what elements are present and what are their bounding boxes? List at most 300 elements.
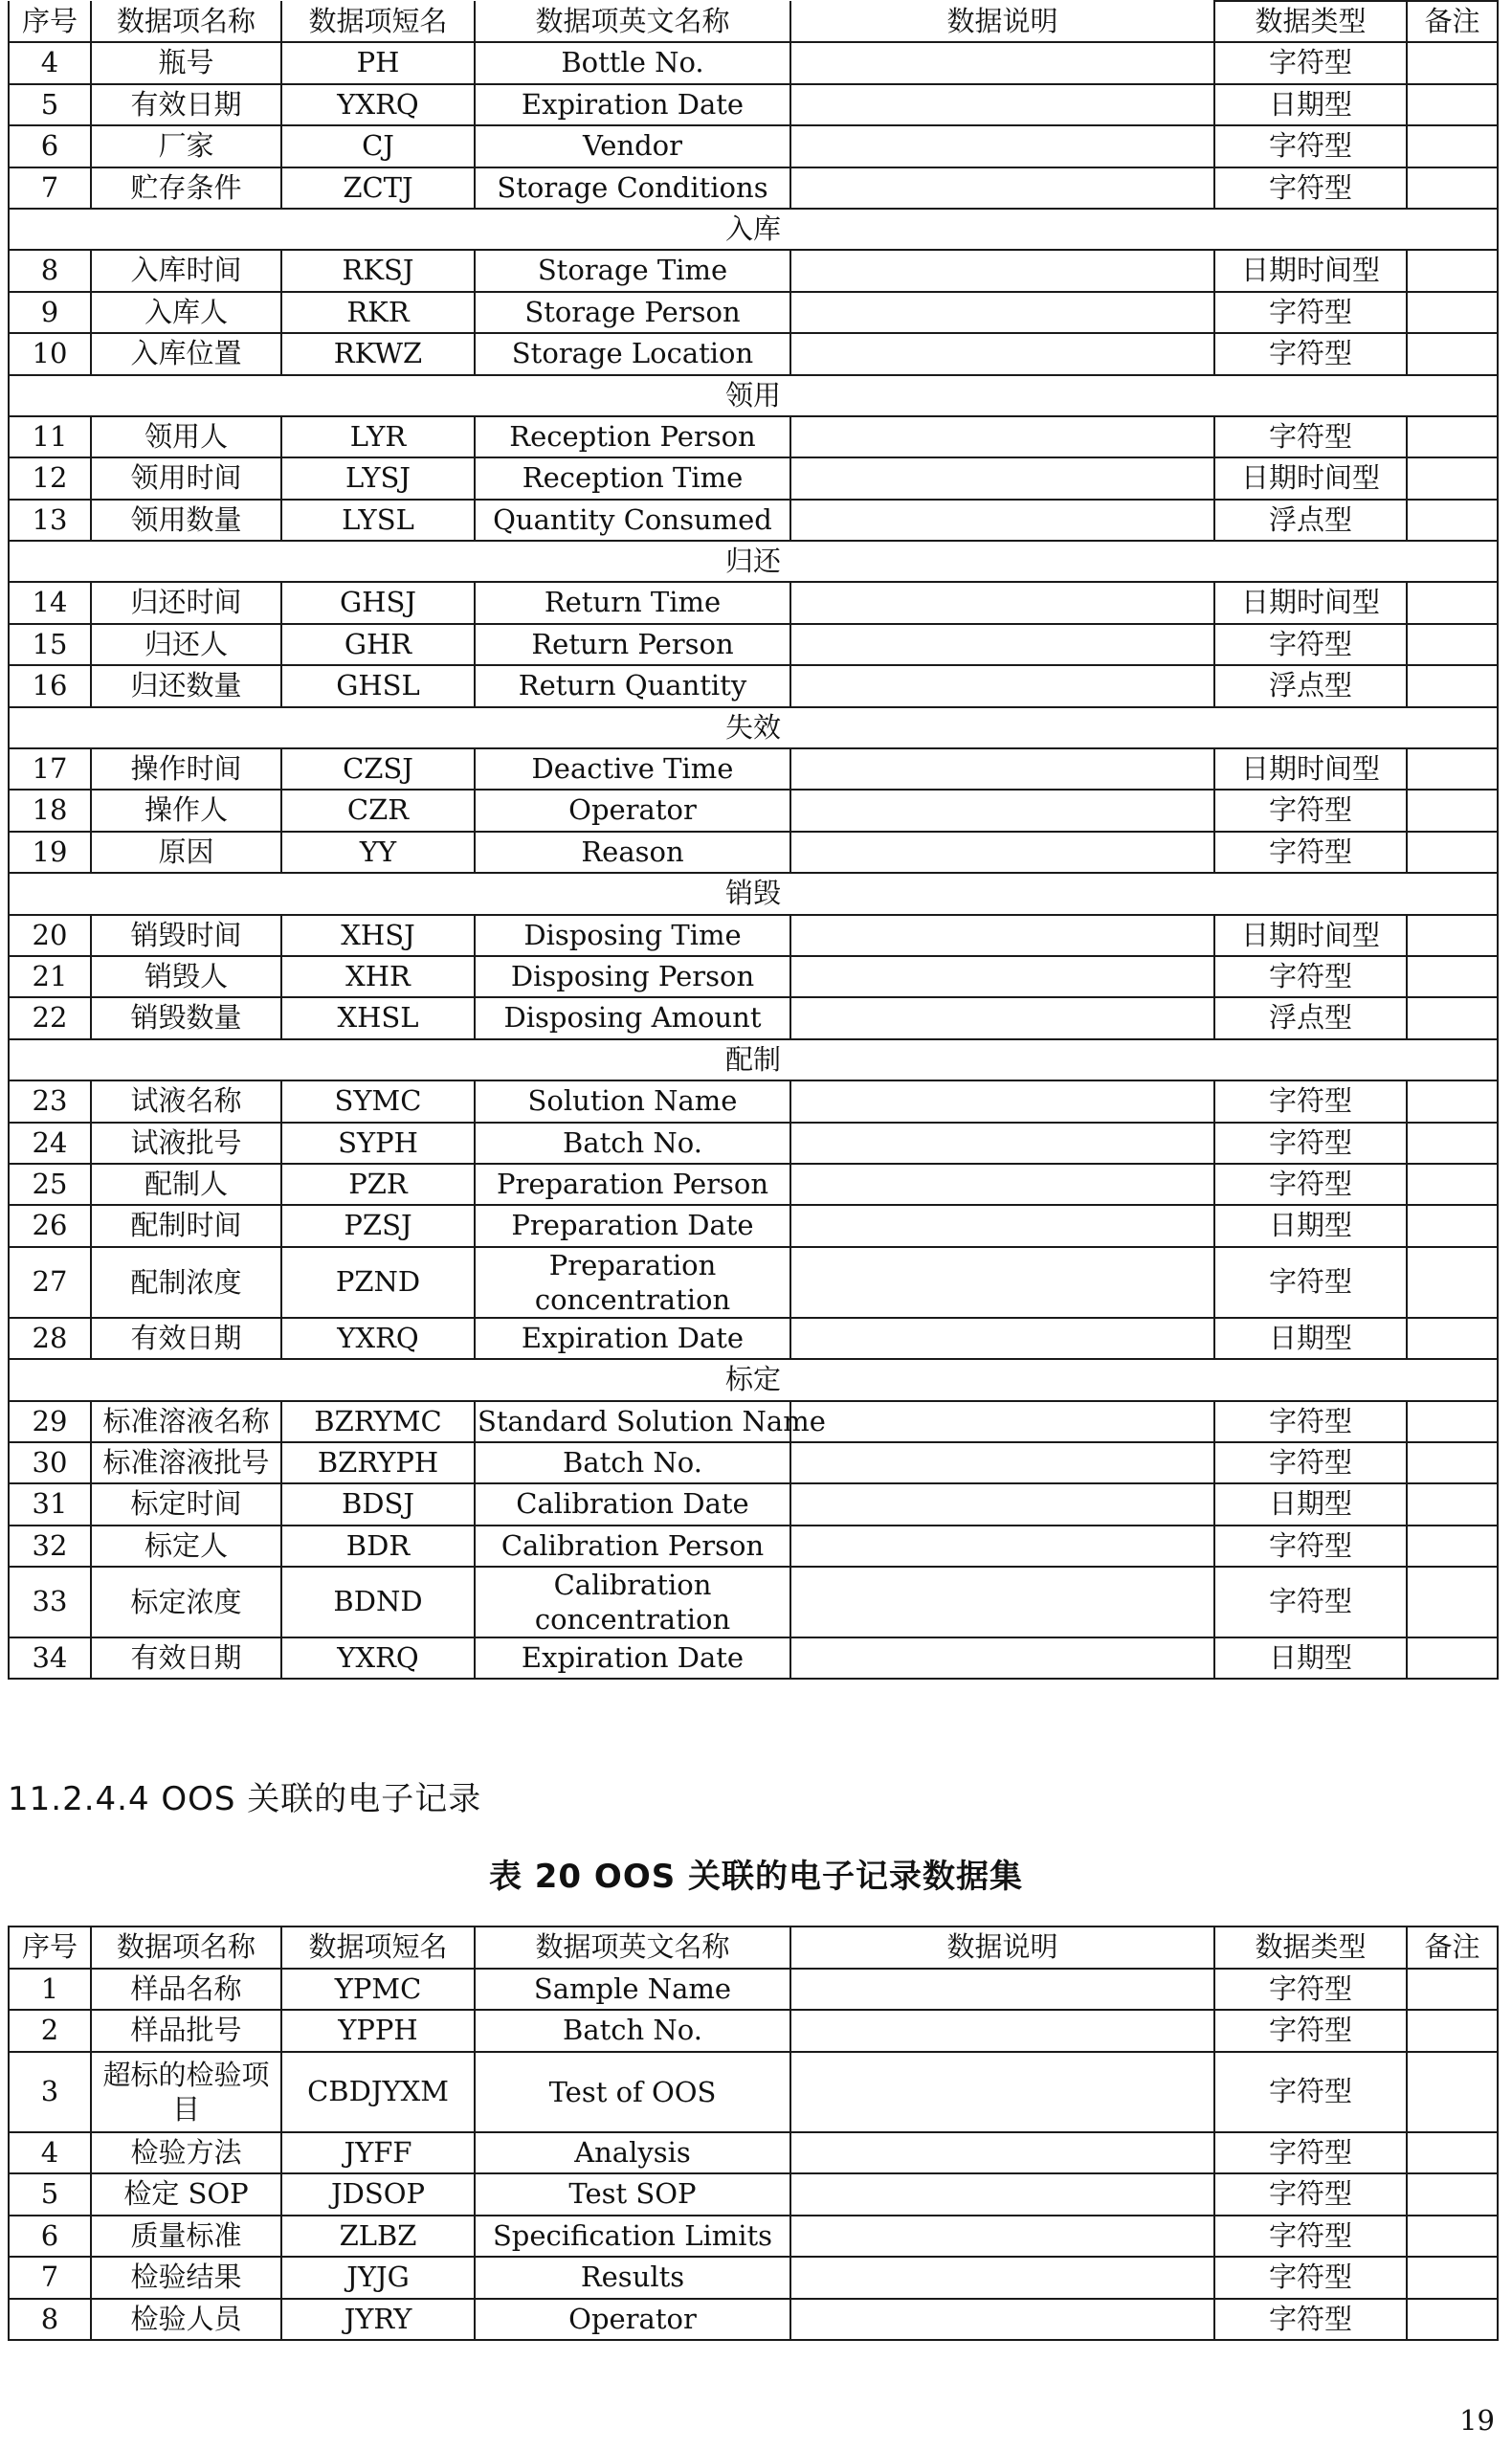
item-name: 入库人: [91, 292, 281, 333]
table-row: [9, 1247, 1498, 1318]
english-name: Preparation Person: [475, 1164, 790, 1205]
row-number: 7: [9, 2257, 91, 2299]
description: [790, 1123, 1214, 1164]
header-cell: 备注: [1407, 1, 1498, 42]
short-name: JYJG: [281, 2257, 475, 2299]
description: [790, 997, 1214, 1038]
english-name: Storage Person: [475, 292, 790, 333]
description: [790, 2257, 1214, 2299]
remark: [1407, 42, 1498, 83]
item-name: 标准溶液批号: [91, 1442, 281, 1483]
section-label: 入库: [9, 209, 1498, 250]
table-row: [9, 2052, 1498, 2132]
section-row: [9, 375, 1498, 416]
data-type: 日期时间型: [1214, 582, 1407, 623]
english-name: Preparation concentration: [475, 1247, 790, 1318]
section-heading: 11.2.4.4 OOS 关联的电子记录: [8, 1780, 482, 1818]
header-cell: 数据项短名: [281, 1, 475, 42]
header-cell: 数据说明: [790, 1927, 1214, 1969]
remark: [1407, 2216, 1498, 2258]
data-type: 字符型: [1214, 1401, 1407, 1442]
data-type: 字符型: [1214, 1969, 1407, 2011]
item-name: 操作时间: [91, 748, 281, 790]
data-item-table-continued: [8, 0, 1499, 1680]
description: [790, 2052, 1214, 2132]
header-cell: 数据说明: [790, 1, 1214, 42]
remark: [1407, 1969, 1498, 2011]
english-name: Storage Time: [475, 250, 790, 291]
short-name: LYSL: [281, 500, 475, 541]
description: [790, 457, 1214, 499]
remark: [1407, 2173, 1498, 2216]
item-name: 标定时间: [91, 1483, 281, 1525]
remark: [1407, 624, 1498, 665]
section-row: [9, 1359, 1498, 1400]
table-row: [9, 250, 1498, 291]
data-type: 字符型: [1214, 832, 1407, 873]
data-type: 浮点型: [1214, 997, 1407, 1038]
item-name: 检验方法: [91, 2132, 281, 2174]
item-name: 标定人: [91, 1526, 281, 1567]
remark: [1407, 1123, 1498, 1164]
english-name: Operator: [475, 2299, 790, 2341]
short-name: BDND: [281, 1567, 475, 1637]
remark: [1407, 1401, 1498, 1442]
remark: [1407, 2052, 1498, 2132]
description: [790, 84, 1214, 125]
item-name: 贮存条件: [91, 167, 281, 209]
english-name: Disposing Amount: [475, 997, 790, 1038]
row-number: 16: [9, 665, 91, 706]
short-name: BDR: [281, 1526, 475, 1567]
item-name: 检定 SOP: [91, 2173, 281, 2216]
data-type: 字符型: [1214, 624, 1407, 665]
short-name: BDSJ: [281, 1483, 475, 1525]
description: [790, 292, 1214, 333]
item-name: 瓶号: [91, 42, 281, 83]
data-type: 字符型: [1214, 1442, 1407, 1483]
row-number: 19: [9, 832, 91, 873]
remark: [1407, 956, 1498, 997]
data-type: 字符型: [1214, 1164, 1407, 1205]
row-number: 23: [9, 1080, 91, 1122]
table-row: [9, 2173, 1498, 2216]
short-name: YPMC: [281, 1969, 475, 2011]
english-name: Operator: [475, 790, 790, 831]
row-number: 14: [9, 582, 91, 623]
english-name: Solution Name: [475, 1080, 790, 1122]
english-name: Deactive Time: [475, 748, 790, 790]
item-name: 原因: [91, 832, 281, 873]
english-name: Sample Name: [475, 1969, 790, 2011]
table-row: [9, 292, 1498, 333]
remark: [1407, 2299, 1498, 2341]
table-row: [9, 997, 1498, 1038]
description: [790, 665, 1214, 706]
header-cell: 序号: [9, 1, 91, 42]
english-name: Batch No.: [475, 2010, 790, 2052]
header-cell: 数据类型: [1214, 1, 1407, 42]
table-row: [9, 125, 1498, 167]
item-name: 试液批号: [91, 1123, 281, 1164]
item-name: 归还时间: [91, 582, 281, 623]
description: [790, 1164, 1214, 1205]
short-name: PH: [281, 42, 475, 83]
table-row: [9, 333, 1498, 374]
row-number: 15: [9, 624, 91, 665]
english-name: Reception Person: [475, 416, 790, 457]
data-type: 字符型: [1214, 333, 1407, 374]
english-name: Storage Conditions: [475, 167, 790, 209]
row-number: 2: [9, 2010, 91, 2052]
item-name: 入库位置: [91, 333, 281, 374]
short-name: GHSJ: [281, 582, 475, 623]
item-name: 配制时间: [91, 1205, 281, 1246]
row-number: 17: [9, 748, 91, 790]
remark: [1407, 84, 1498, 125]
english-name: Analysis: [475, 2132, 790, 2174]
header-cell: 数据项英文名称: [475, 1, 790, 42]
data-type: 字符型: [1214, 2299, 1407, 2341]
row-number: 4: [9, 42, 91, 83]
item-name: 销毁人: [91, 956, 281, 997]
short-name: PZND: [281, 1247, 475, 1318]
short-name: BZRYMC: [281, 1401, 475, 1442]
short-name: XHSL: [281, 997, 475, 1038]
section-row: [9, 209, 1498, 250]
english-name: Return Person: [475, 624, 790, 665]
item-name: 试液名称: [91, 1080, 281, 1122]
remark: [1407, 665, 1498, 706]
row-number: 28: [9, 1318, 91, 1359]
oos-record-table: [8, 1926, 1499, 2341]
section-row: [9, 707, 1498, 748]
item-name: 操作人: [91, 790, 281, 831]
short-name: YXRQ: [281, 1637, 475, 1679]
item-name: 标定浓度: [91, 1567, 281, 1637]
table-row: [9, 84, 1498, 125]
table-row: [9, 624, 1498, 665]
data-type: 字符型: [1214, 42, 1407, 83]
item-name: 厂家: [91, 125, 281, 167]
row-number: 9: [9, 292, 91, 333]
table-row: [9, 2010, 1498, 2052]
short-name: JDSOP: [281, 2173, 475, 2216]
table-row: [9, 500, 1498, 541]
table-row: [9, 1637, 1498, 1679]
remark: [1407, 2132, 1498, 2174]
header-cell: 数据类型: [1214, 1927, 1407, 1969]
table-row: [9, 790, 1498, 831]
remark: [1407, 997, 1498, 1038]
description: [790, 1637, 1214, 1679]
table-row: [9, 582, 1498, 623]
item-name: 有效日期: [91, 1637, 281, 1679]
item-name: 领用数量: [91, 500, 281, 541]
row-number: 30: [9, 1442, 91, 1483]
item-name: 样品名称: [91, 1969, 281, 2011]
short-name: ZLBZ: [281, 2216, 475, 2258]
data-type: 字符型: [1214, 1526, 1407, 1567]
data-type: 日期时间型: [1214, 915, 1407, 956]
short-name: YY: [281, 832, 475, 873]
item-name: 标准溶液名称: [91, 1401, 281, 1442]
description: [790, 832, 1214, 873]
row-number: 32: [9, 1526, 91, 1567]
english-name: Return Quantity: [475, 665, 790, 706]
table-row: [9, 1205, 1498, 1246]
data-type: 浮点型: [1214, 665, 1407, 706]
data-type: 日期型: [1214, 1205, 1407, 1246]
row-number: 20: [9, 915, 91, 956]
table-header-row: [9, 1927, 1498, 1969]
row-number: 5: [9, 2173, 91, 2216]
table-row: [9, 1567, 1498, 1637]
table-row: [9, 2257, 1498, 2299]
description: [790, 915, 1214, 956]
table-row: [9, 2216, 1498, 2258]
header-cell: 数据项英文名称: [475, 1927, 790, 1969]
remark: [1407, 915, 1498, 956]
remark: [1407, 167, 1498, 209]
table-row: [9, 167, 1498, 209]
row-number: 4: [9, 2132, 91, 2174]
description: [790, 582, 1214, 623]
description: [790, 1526, 1214, 1567]
remark: [1407, 292, 1498, 333]
description: [790, 2132, 1214, 2174]
description: [790, 167, 1214, 209]
remark: [1407, 250, 1498, 291]
remark: [1407, 457, 1498, 499]
remark: [1407, 1567, 1498, 1637]
description: [790, 2299, 1214, 2341]
table-row: [9, 665, 1498, 706]
table-row: [9, 457, 1498, 499]
table-row: [9, 915, 1498, 956]
remark: [1407, 832, 1498, 873]
row-number: 22: [9, 997, 91, 1038]
remark: [1407, 1483, 1498, 1525]
data-type: 字符型: [1214, 292, 1407, 333]
description: [790, 1318, 1214, 1359]
table-row: [9, 1483, 1498, 1525]
data-type: 日期型: [1214, 1637, 1407, 1679]
description: [790, 2216, 1214, 2258]
data-type: 日期型: [1214, 84, 1407, 125]
row-number: 6: [9, 125, 91, 167]
item-name: 归还人: [91, 624, 281, 665]
item-name: 配制人: [91, 1164, 281, 1205]
item-name: 质量标准: [91, 2216, 281, 2258]
section-label: 销毁: [9, 873, 1498, 914]
table-row: [9, 42, 1498, 83]
short-name: RKSJ: [281, 250, 475, 291]
english-name: Calibration concentration: [475, 1567, 790, 1637]
table-row: [9, 832, 1498, 873]
row-number: 3: [9, 2052, 91, 2132]
row-number: 7: [9, 167, 91, 209]
table-row: [9, 956, 1498, 997]
header-cell: 数据项短名: [281, 1927, 475, 1969]
remark: [1407, 1080, 1498, 1122]
item-name: 检验结果: [91, 2257, 281, 2299]
remark: [1407, 2257, 1498, 2299]
remark: [1407, 416, 1498, 457]
table-row: [9, 1526, 1498, 1567]
item-name: 配制浓度: [91, 1247, 281, 1318]
table-row: [9, 1164, 1498, 1205]
data-type: 字符型: [1214, 2132, 1407, 2174]
data-type: 日期时间型: [1214, 457, 1407, 499]
table-row: [9, 1442, 1498, 1483]
short-name: XHR: [281, 956, 475, 997]
item-name: 超标的检验项目: [91, 2052, 281, 2132]
item-name: 入库时间: [91, 250, 281, 291]
short-name: RKWZ: [281, 333, 475, 374]
remark: [1407, 748, 1498, 790]
item-name: 有效日期: [91, 1318, 281, 1359]
short-name: GHSL: [281, 665, 475, 706]
data-type: 字符型: [1214, 790, 1407, 831]
section-label: 标定: [9, 1359, 1498, 1400]
remark: [1407, 500, 1498, 541]
data-type: 字符型: [1214, 2052, 1407, 2132]
description: [790, 2173, 1214, 2216]
data-type: 日期型: [1214, 1318, 1407, 1359]
item-name: 归还数量: [91, 665, 281, 706]
row-number: 27: [9, 1247, 91, 1318]
description: [790, 125, 1214, 167]
row-number: 12: [9, 457, 91, 499]
english-name: Standard Solution Name: [475, 1401, 790, 1442]
short-name: XHSJ: [281, 915, 475, 956]
english-name: Reception Time: [475, 457, 790, 499]
english-name: Disposing Time: [475, 915, 790, 956]
short-name: CJ: [281, 125, 475, 167]
row-number: 31: [9, 1483, 91, 1525]
section-row: [9, 873, 1498, 914]
table-row: [9, 416, 1498, 457]
short-name: JYFF: [281, 2132, 475, 2174]
data-type: 日期型: [1214, 1483, 1407, 1525]
item-name: 领用时间: [91, 457, 281, 499]
section-label: 归还: [9, 541, 1498, 582]
short-name: CZR: [281, 790, 475, 831]
row-number: 13: [9, 500, 91, 541]
english-name: Expiration Date: [475, 84, 790, 125]
table-row: [9, 1401, 1498, 1442]
remark: [1407, 125, 1498, 167]
short-name: PZSJ: [281, 1205, 475, 1246]
description: [790, 1247, 1214, 1318]
remark: [1407, 1637, 1498, 1679]
data-type: 字符型: [1214, 2010, 1407, 2052]
short-name: SYPH: [281, 1123, 475, 1164]
short-name: LYSJ: [281, 457, 475, 499]
english-name: Expiration Date: [475, 1637, 790, 1679]
item-name: 检验人员: [91, 2299, 281, 2341]
short-name: CBDJYXM: [281, 2052, 475, 2132]
remark: [1407, 1442, 1498, 1483]
remark: [1407, 1205, 1498, 1246]
short-name: CZSJ: [281, 748, 475, 790]
row-number: 34: [9, 1637, 91, 1679]
description: [790, 500, 1214, 541]
short-name: ZCTJ: [281, 167, 475, 209]
table-header-row: [9, 1, 1498, 42]
data-type: 字符型: [1214, 1247, 1407, 1318]
row-number: 5: [9, 84, 91, 125]
description: [790, 1080, 1214, 1122]
description: [790, 624, 1214, 665]
row-number: 29: [9, 1401, 91, 1442]
english-name: Calibration Date: [475, 1483, 790, 1525]
section-label: 领用: [9, 375, 1498, 416]
english-name: Batch No.: [475, 1442, 790, 1483]
short-name: SYMC: [281, 1080, 475, 1122]
section-row: [9, 541, 1498, 582]
short-name: YXRQ: [281, 1318, 475, 1359]
description: [790, 748, 1214, 790]
english-name: Calibration Person: [475, 1526, 790, 1567]
english-name: Reason: [475, 832, 790, 873]
row-number: 8: [9, 2299, 91, 2341]
data-type: 字符型: [1214, 2216, 1407, 2258]
data-type: 日期时间型: [1214, 748, 1407, 790]
item-name: 销毁数量: [91, 997, 281, 1038]
section-label: 配制: [9, 1039, 1498, 1080]
row-number: 21: [9, 956, 91, 997]
english-name: Bottle No.: [475, 42, 790, 83]
short-name: PZR: [281, 1164, 475, 1205]
row-number: 18: [9, 790, 91, 831]
table-row: [9, 1080, 1498, 1122]
english-name: Quantity Consumed: [475, 500, 790, 541]
row-number: 33: [9, 1567, 91, 1637]
data-type: 字符型: [1214, 1567, 1407, 1637]
table-row: [9, 2299, 1498, 2341]
data-type: 字符型: [1214, 2257, 1407, 2299]
table-row: [9, 1318, 1498, 1359]
table-row: [9, 2132, 1498, 2174]
row-number: 6: [9, 2216, 91, 2258]
english-name: Results: [475, 2257, 790, 2299]
remark: [1407, 2010, 1498, 2052]
row-number: 25: [9, 1164, 91, 1205]
description: [790, 333, 1214, 374]
data-type: 浮点型: [1214, 500, 1407, 541]
data-type: 字符型: [1214, 167, 1407, 209]
description: [790, 1442, 1214, 1483]
short-name: BZRYPH: [281, 1442, 475, 1483]
english-name: Preparation Date: [475, 1205, 790, 1246]
remark: [1407, 1526, 1498, 1567]
description: [790, 1205, 1214, 1246]
table-row: [9, 748, 1498, 790]
remark: [1407, 333, 1498, 374]
english-name: Expiration Date: [475, 1318, 790, 1359]
header-cell: 数据项名称: [91, 1, 281, 42]
english-name: Test SOP: [475, 2173, 790, 2216]
item-name: 领用人: [91, 416, 281, 457]
english-name: Storage Location: [475, 333, 790, 374]
description: [790, 42, 1214, 83]
english-name: Specification Limits: [475, 2216, 790, 2258]
table-row: [9, 1123, 1498, 1164]
short-name: JYRY: [281, 2299, 475, 2341]
row-number: 11: [9, 416, 91, 457]
